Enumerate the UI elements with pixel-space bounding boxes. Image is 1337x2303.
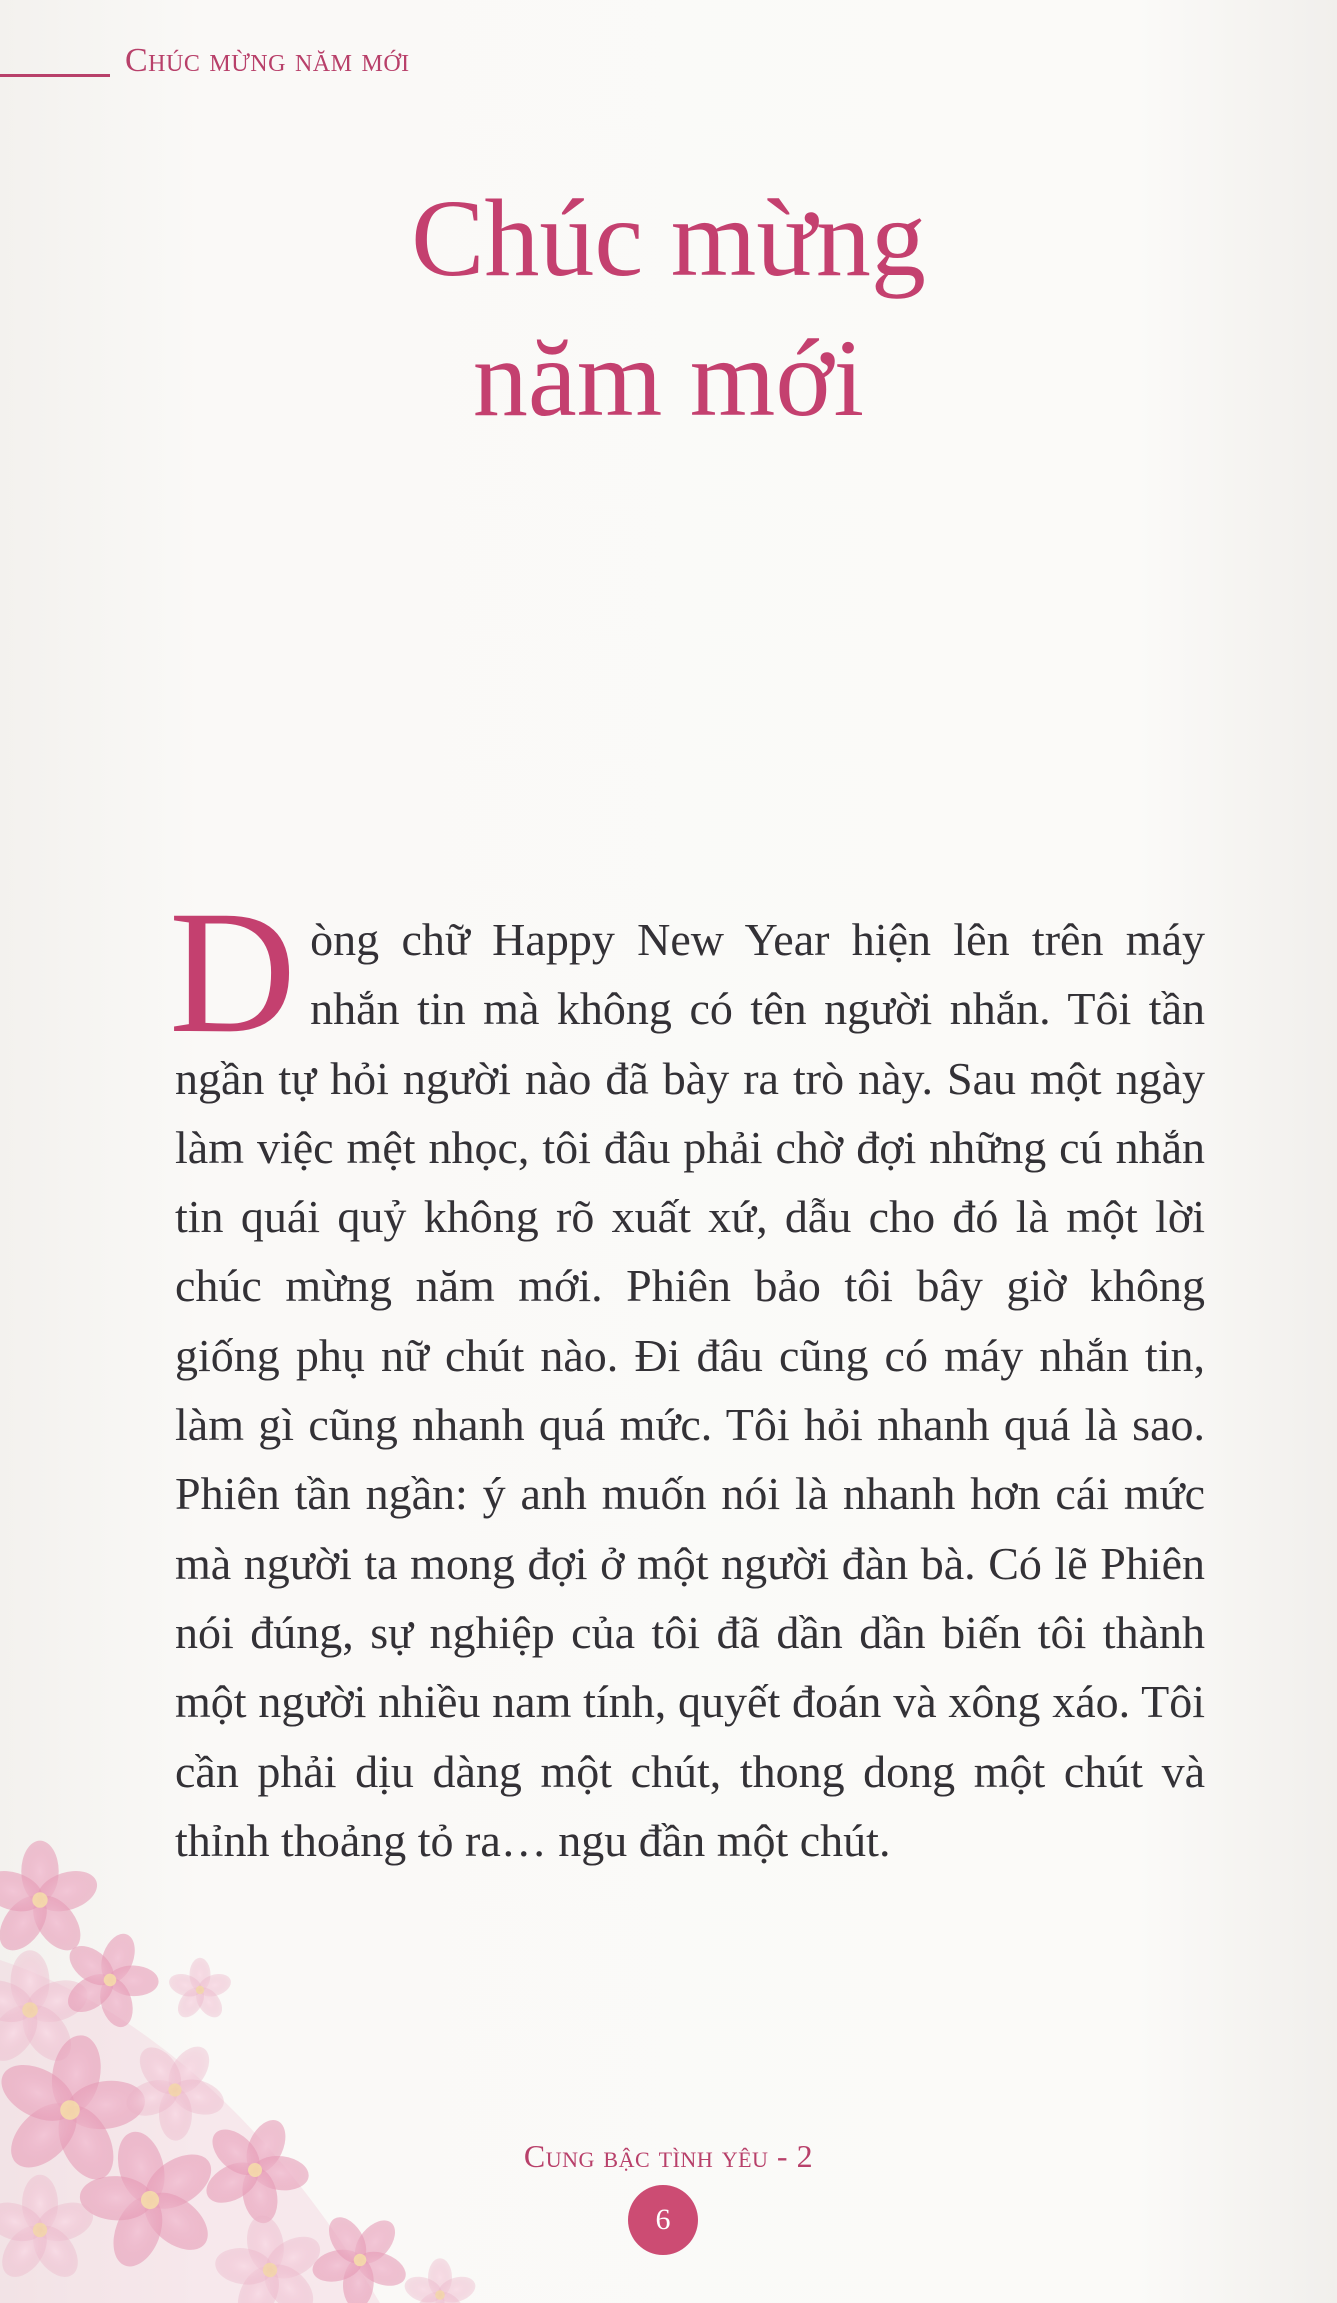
page-number-badge: 6	[628, 2185, 698, 2255]
running-header: Chúc mừng năm mới	[125, 42, 410, 79]
chapter-title-line-2: năm mới	[472, 317, 865, 439]
chapter-title	[0, 168, 1337, 448]
body-text: òng chữ Happy New Year hiện lên trên máy nhắn tin mà không có tên người nhắn. Tôi tần ngần tự hỏi người nào đã bày ra trò này. Sau một ngày làm việc mệt nhọc, tôi đâu phải chờ đợi những cú nhắn tin quái quỷ không rõ xuất xứ, dẫu cho đó là một lời chúc mừng năm mới. Phiên bảo tôi bây giờ không giống phụ nữ chút nào. Đi đâu cũng có máy nhắn tin, làm gì cũng nhanh quá mức. Tôi hỏi nhanh quá là sao. Phiên tần ngần: ý anh muốn nói là nhanh hơn cái mức mà người ta mong đợi ở một người đàn bà. Có lẽ Phiên nói đúng, sự nghiệp của tôi đã dần dần biến tôi thành một người nhiều nam tính, quyết đoán và xông xáo. Tôi cần phải dịu dàng một chút, thong dong một chút và thỉnh thoảng tỏ ra… ngu đần một chút.	[175, 914, 1205, 1866]
body-paragraph	[169, 875, 1205, 1875]
flower-decoration	[0, 1840, 620, 2303]
drop-cap: D	[169, 875, 297, 1070]
header-rule	[0, 74, 110, 77]
footer-book-title: Cung bậc tình yêu - 2	[523, 2138, 814, 2174]
chapter-title-line-1: Chúc mừng	[411, 177, 926, 299]
